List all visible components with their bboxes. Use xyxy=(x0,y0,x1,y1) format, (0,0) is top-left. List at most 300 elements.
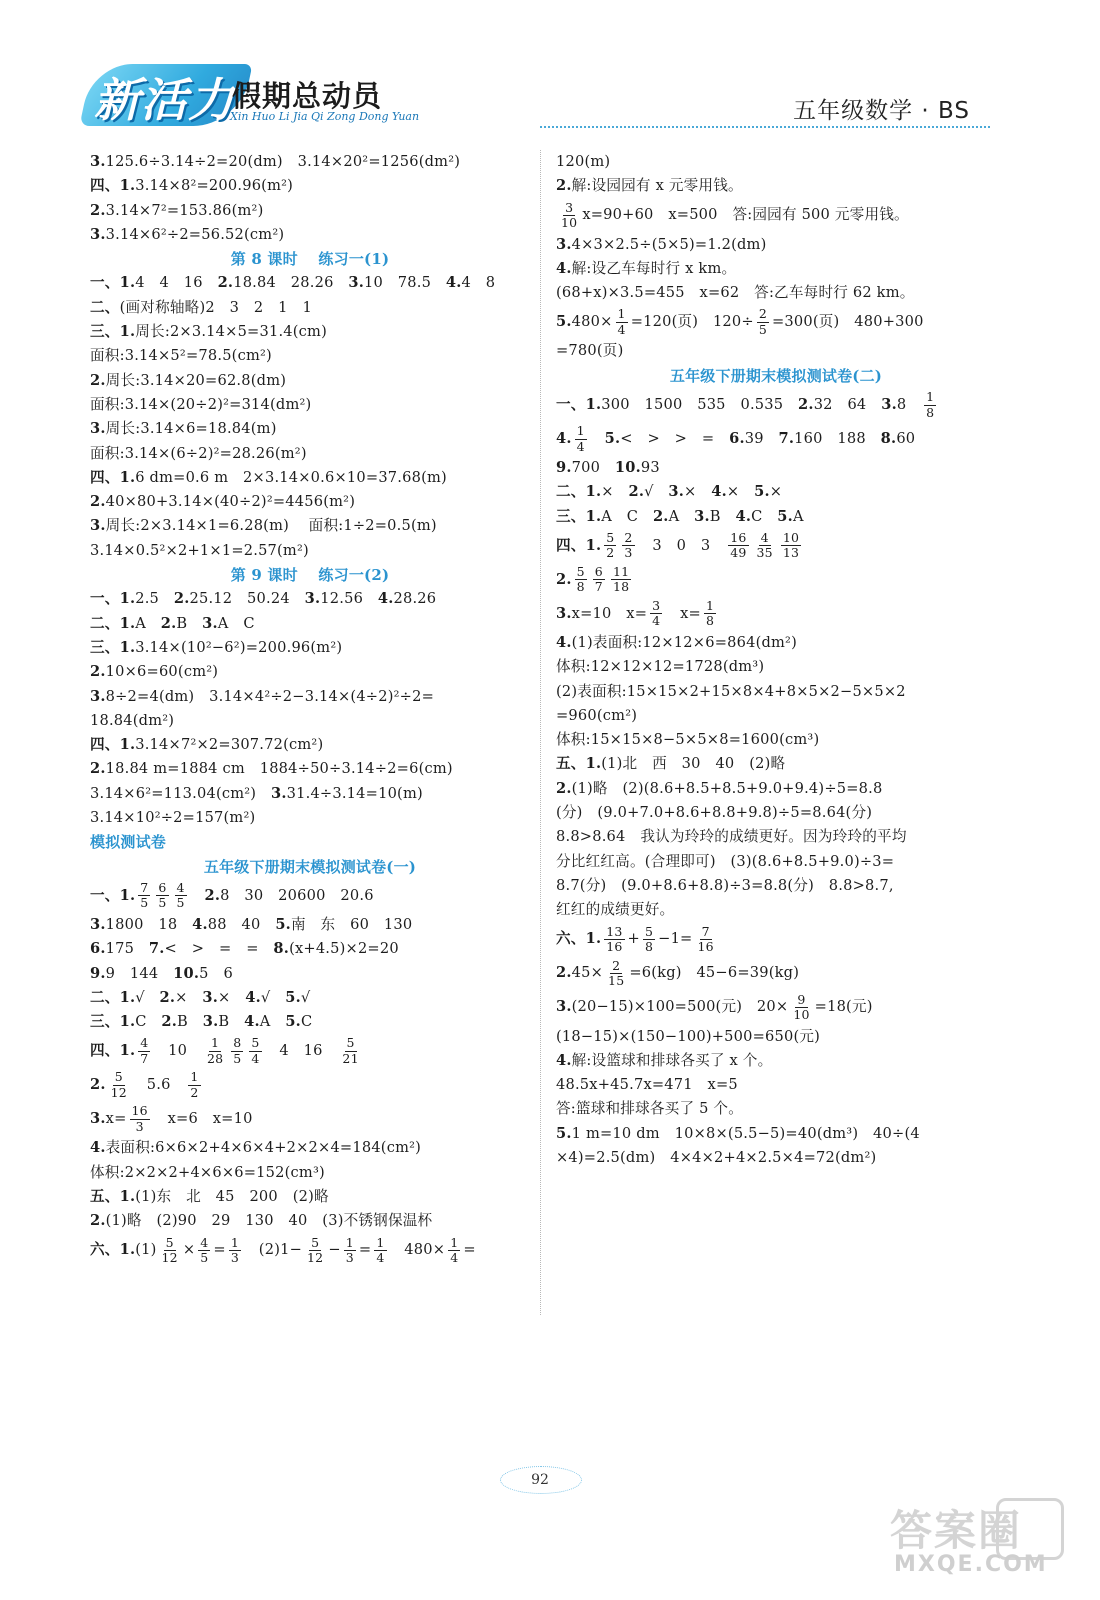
answer-text: x=10 x= xyxy=(571,604,648,622)
answer-text: × xyxy=(726,483,755,501)
answer-text: =300(页) 480+300 xyxy=(771,313,924,331)
question-number: 4. xyxy=(90,1139,106,1157)
fraction-numerator: 5 xyxy=(165,1234,174,1250)
question-number: 2. xyxy=(90,1076,106,1094)
answer-text: x= xyxy=(665,604,701,622)
question-number: 2. xyxy=(90,201,106,219)
fraction xyxy=(138,1037,150,1065)
answer-column-left xyxy=(90,150,530,1268)
answer-line xyxy=(90,296,530,320)
answer-text: 4 16 xyxy=(264,1042,338,1060)
answer-text: 8 30 20600 20.6 xyxy=(220,886,374,904)
answer-text: =6(kg) 45−6=39(kg) xyxy=(629,964,800,982)
question-number: 2. xyxy=(90,493,106,511)
question-number: 2. xyxy=(159,988,176,1006)
answer-line xyxy=(556,801,996,825)
fraction xyxy=(643,923,655,955)
answer-text xyxy=(590,427,605,451)
question-number: 4. xyxy=(244,1013,260,1031)
answer-line xyxy=(556,1097,996,1121)
fraction-numerator: 16 xyxy=(131,1103,148,1119)
answer-line xyxy=(556,563,996,597)
fraction-numerator: 5 xyxy=(644,923,654,939)
answer-text: 18.84 m=1884 cm 1884÷50÷3.14÷2=6(cm) xyxy=(105,760,453,778)
answer-text: (18−15)×(150−100)+500=650(元) xyxy=(556,1027,821,1045)
fraction-denominator: 4 xyxy=(376,1250,385,1266)
fraction-denominator: 4 xyxy=(251,1050,260,1066)
answer-text: √ xyxy=(135,988,160,1006)
answer-text: 28.26 xyxy=(393,590,437,608)
answer-text: < > > = xyxy=(620,429,730,447)
fraction-numerator: 4 xyxy=(176,879,185,895)
fraction-numerator: 10 xyxy=(782,529,800,545)
answer-text: 6 dm=0.6 m 2×3.14×0.6×10=37.68(m) xyxy=(135,468,447,486)
section-heading xyxy=(556,364,996,388)
question-number: 3. xyxy=(881,395,897,413)
answer-text: < > = = xyxy=(164,940,274,958)
answer-text: 160 188 xyxy=(794,429,881,447)
question-number: 2. xyxy=(556,964,572,982)
answer-text: 分比红红高。(合理即可) (3)(8.6+8.5+9.0)÷3= xyxy=(556,852,895,870)
question-number: 4. xyxy=(192,915,208,933)
fraction xyxy=(198,1234,210,1266)
question-number: 2. xyxy=(90,760,106,778)
fraction xyxy=(156,879,168,911)
answer-text: 3.14×7²×2=307.72(cm²) xyxy=(135,736,324,754)
answer-line xyxy=(556,150,996,174)
answer-line xyxy=(90,1185,530,1209)
answer-text: 周长:2×3.14×5=31.4(cm) xyxy=(135,323,327,341)
answer-text: 面积:3.14×5²=78.5(cm²) xyxy=(90,347,272,365)
question-number: 2. xyxy=(556,177,572,195)
question-number: 9. xyxy=(90,964,106,982)
fraction-denominator: 12 xyxy=(110,1084,127,1100)
answer-line xyxy=(556,825,996,849)
question-number: 一、1. xyxy=(90,274,136,292)
answer-line xyxy=(556,422,996,456)
fraction-denominator: 35 xyxy=(756,545,773,561)
answer-text: 第 9 课时 练习一(2) xyxy=(230,566,390,585)
answer-text: 红红的成绩更好。 xyxy=(556,901,675,919)
answer-text: (2)表面积:15×15×2+15×8×4+8×5×2−5×5×2 xyxy=(556,682,906,700)
answer-text: A C xyxy=(601,507,653,525)
answer-text: 3.14×7²=153.86(m²) xyxy=(105,201,264,219)
question-number: 一、1. xyxy=(90,590,136,608)
answer-text: 4 4 16 xyxy=(135,274,218,292)
fraction-denominator: 3 xyxy=(135,1118,144,1134)
answer-text: C xyxy=(135,1013,162,1031)
question-number: 2. xyxy=(556,570,572,588)
section-heading xyxy=(90,247,530,271)
answer-text: √ xyxy=(260,988,286,1006)
answer-text: 周长:3.14×6=18.84(m) xyxy=(105,420,277,438)
fraction-denominator: 5 xyxy=(758,321,767,337)
answer-line xyxy=(90,806,530,830)
answer-text: 32 64 xyxy=(813,395,882,413)
answer-line xyxy=(90,1234,530,1268)
answer-line xyxy=(556,1049,996,1073)
question-number: 5. xyxy=(285,988,301,1006)
watermark-logo-text: 答案圈 xyxy=(890,1506,1023,1555)
fraction-denominator: 7 xyxy=(140,1050,149,1066)
fraction-denominator: 4 xyxy=(652,613,661,629)
question-number: 四、1. xyxy=(90,736,136,754)
fraction-numerator: 9 xyxy=(797,991,806,1007)
answer-line xyxy=(90,466,530,490)
question-number: 4. xyxy=(445,274,462,292)
question-number: 三、1. xyxy=(90,1013,136,1031)
answer-line xyxy=(90,587,530,611)
fraction xyxy=(606,957,626,989)
fraction xyxy=(791,991,811,1023)
fraction-numerator: 5 xyxy=(576,563,585,579)
question-number: 三、1. xyxy=(556,507,602,525)
answer-line xyxy=(90,393,530,417)
answer-text: B xyxy=(176,614,203,632)
fraction xyxy=(249,1037,261,1065)
question-number: 5. xyxy=(556,1124,572,1142)
answer-text: 31.4÷3.14=10(m) xyxy=(286,784,423,802)
fraction-numerator: 4 xyxy=(140,1035,149,1051)
question-number: 二、1. xyxy=(90,614,136,632)
answer-text: × xyxy=(769,483,783,501)
answer-text: 3.14×8²=200.96(m²) xyxy=(135,177,294,195)
answer-line xyxy=(90,709,530,733)
answer-text: 45× xyxy=(571,964,604,982)
answer-line xyxy=(556,529,996,563)
question-number: 四、1. xyxy=(90,1042,136,1060)
fraction-denominator: 5 xyxy=(140,895,149,911)
answer-text: 120(m) xyxy=(556,153,611,170)
answer-text: 25.12 50.24 xyxy=(189,590,305,608)
fraction xyxy=(604,529,616,561)
question-number: 二、1. xyxy=(556,483,602,501)
answer-text: =960(cm²) xyxy=(556,706,638,724)
fraction-denominator: 4 xyxy=(617,321,626,337)
fraction-denominator: 16 xyxy=(697,939,714,955)
fraction-numerator: 5 xyxy=(251,1035,260,1051)
question-number: 5. xyxy=(556,313,572,331)
answer-text: 面积:3.14×(6÷2)²=28.26(m²) xyxy=(90,444,307,462)
answer-line xyxy=(556,728,996,752)
question-number: 2. xyxy=(90,1212,106,1230)
answer-text: √ xyxy=(644,483,669,501)
fraction-denominator: 4 xyxy=(576,438,585,454)
question-number: 9. xyxy=(556,459,572,477)
answer-text: 480× xyxy=(389,1241,446,1259)
fraction-numerator: 16 xyxy=(730,529,747,545)
answer-text: 五年级下册期末模拟测试卷(二) xyxy=(669,366,883,385)
question-number: 4. xyxy=(556,633,572,651)
fraction xyxy=(611,563,631,595)
fraction xyxy=(448,1234,460,1266)
answer-text: 1800 18 xyxy=(105,915,193,933)
section-heading xyxy=(90,563,530,587)
fraction-denominator: 8 xyxy=(705,613,715,629)
question-number: 5. xyxy=(754,483,770,501)
answer-line xyxy=(556,1122,996,1146)
fraction-denominator: 10 xyxy=(793,1007,810,1023)
answer-text: 10×6=60(cm²) xyxy=(105,663,219,681)
question-number: 2. xyxy=(90,371,106,389)
answer-text: 面积:3.14×(20÷2)²=314(dm²) xyxy=(90,395,312,413)
answer-line xyxy=(556,752,996,776)
answer-text: × xyxy=(684,483,712,501)
answer-text: 解:设篮球和排球各买了 x 个。 xyxy=(571,1051,773,1069)
answer-text: 18.84(dm²) xyxy=(90,711,175,729)
fraction xyxy=(695,923,715,955)
logo-pinyin-text: Xin Huo Li Jia Qi Zong Dong Yuan xyxy=(230,110,420,123)
answer-line xyxy=(90,1102,530,1136)
answer-text: × xyxy=(182,1241,196,1259)
answer-line xyxy=(90,369,530,393)
answer-text: 175 xyxy=(105,940,149,958)
answer-text: B xyxy=(177,1013,203,1031)
fraction-denominator: 3 xyxy=(345,1250,354,1266)
answer-text: 表面积:6×6×2+4×6×4+2×2×4=184(cm²) xyxy=(105,1139,422,1157)
answer-text: 48.5x+45.7x=471 x=5 xyxy=(556,1076,738,1094)
answer-line xyxy=(90,986,530,1010)
answer-text: 8.7(分) (9.0+8.6+8.8)÷3=8.8(分) 8.8>8.7, xyxy=(556,876,894,894)
fraction-denominator: 5 xyxy=(158,895,167,911)
fraction xyxy=(728,529,748,561)
fraction xyxy=(175,879,187,911)
answer-text: 93 xyxy=(640,459,660,477)
fraction-denominator: 10 xyxy=(561,215,578,231)
answer-line xyxy=(90,442,530,466)
answer-line xyxy=(90,344,530,368)
answer-line xyxy=(90,685,530,709)
answer-line xyxy=(556,257,996,281)
answer-line xyxy=(90,937,530,961)
answer-text: B xyxy=(709,507,736,525)
fraction-denominator: 2 xyxy=(606,545,615,561)
question-number: 四、1. xyxy=(556,536,602,554)
answer-text: 3.14×6²=113.04(cm²) xyxy=(90,784,271,802)
fraction-numerator: 7 xyxy=(140,879,149,895)
answer-line xyxy=(90,757,530,781)
answer-text: ×4)=2.5(dm) 4×4×2+4×2.5×4=72(dm²) xyxy=(556,1149,877,1167)
question-number: 6. xyxy=(729,429,745,447)
answer-text: 8.8>8.64 我认为玲玲的成绩更好。因为玲玲的平均 xyxy=(556,828,907,846)
answer-line xyxy=(556,388,996,422)
answer-text: 解:设园园有 x 元零用钱。 xyxy=(571,177,743,195)
fraction-numerator: 5 xyxy=(311,1234,320,1250)
answer-line xyxy=(90,417,530,441)
page-number-badge xyxy=(490,1462,590,1498)
answer-text: √ xyxy=(300,988,311,1006)
question-number: 2. xyxy=(173,590,190,608)
fraction-numerator: 1 xyxy=(705,597,715,613)
book-title: 五年级数学 · BS xyxy=(793,98,970,124)
fraction-numerator: 4 xyxy=(760,529,769,545)
answer-text: 125.6÷3.14÷2=20(dm) 3.14×20²=1256(dm²) xyxy=(105,153,461,170)
fraction-denominator: 5 xyxy=(176,895,185,911)
fraction xyxy=(757,308,769,336)
question-number: 3. xyxy=(202,988,219,1006)
answer-text: A xyxy=(792,507,804,525)
answer-line xyxy=(556,923,996,957)
fraction-numerator: 1 xyxy=(190,1069,199,1085)
answer-line xyxy=(90,490,530,514)
question-number: 2. xyxy=(628,483,645,501)
fraction-numerator: 5 xyxy=(114,1069,123,1085)
question-number: 6. xyxy=(90,940,106,958)
question-number: 3. xyxy=(90,153,106,170)
answer-text: A xyxy=(259,1013,286,1031)
answer-line xyxy=(556,305,996,339)
fraction-numerator: 1 xyxy=(926,389,935,405)
question-number: 5. xyxy=(275,915,291,933)
answer-line xyxy=(556,655,996,679)
fraction xyxy=(231,1037,243,1065)
answer-line xyxy=(90,636,530,660)
fraction xyxy=(604,923,624,955)
answer-text: 700 xyxy=(571,459,615,477)
answer-text: 40×80+3.14×(40÷2)²=4456(m²) xyxy=(105,493,356,511)
fraction-denominator: 4 xyxy=(450,1250,459,1266)
fraction-denominator: 12 xyxy=(161,1250,178,1266)
fraction-numerator: 2 xyxy=(612,957,621,973)
question-number: 5. xyxy=(777,507,793,525)
answer-text: (分) (9.0+7.0+8.6+8.8+9.8)÷5=8.64(分) xyxy=(556,804,873,822)
fraction-numerator: 8 xyxy=(233,1035,242,1051)
question-number: 4. xyxy=(556,259,572,277)
answer-text: 18.84 28.26 xyxy=(233,274,349,292)
fraction-numerator: 1 xyxy=(617,306,626,322)
answer-text: x=6 x=10 xyxy=(152,1110,253,1128)
answer-text: × xyxy=(218,988,246,1006)
question-number: 二、1. xyxy=(90,988,136,1006)
answer-text: (1) xyxy=(135,1241,157,1259)
answer-text: (20−15)×100=500(元) 20× xyxy=(571,998,789,1016)
answer-line xyxy=(90,733,530,757)
question-number: 六、1. xyxy=(90,1241,136,1259)
answer-line xyxy=(90,660,530,684)
site-watermark xyxy=(884,1498,1064,1582)
answer-line xyxy=(556,456,996,480)
answer-text: 3 0 3 xyxy=(637,536,726,554)
fraction xyxy=(575,425,587,453)
fraction-denominator: 3 xyxy=(230,1250,240,1266)
fraction xyxy=(924,391,936,419)
question-number: 四、1. xyxy=(90,468,136,486)
answer-text: 体积:12×12×12=1728(dm³) xyxy=(556,658,765,676)
answer-text: 第 8 课时 练习一(1) xyxy=(230,250,390,269)
question-number: 3. xyxy=(90,225,106,243)
fraction-denominator: 13 xyxy=(782,545,800,561)
logo-main-text: 新活力 xyxy=(94,73,235,127)
question-number: 六、1. xyxy=(556,930,602,948)
answer-text: 3.14×0.5²×2+1×1=2.57(m²) xyxy=(90,541,309,559)
question-number: 4. xyxy=(711,483,727,501)
answer-line xyxy=(556,991,996,1025)
question-number: 3. xyxy=(556,235,572,253)
answer-column-right xyxy=(556,150,996,1170)
answer-text: (1)略 (2)(8.6+8.5+8.5+9.0+9.4)÷5=8.8 xyxy=(571,779,883,797)
question-number: 3. xyxy=(556,998,572,1016)
header-divider xyxy=(540,126,990,128)
answer-line xyxy=(90,1068,530,1102)
question-number: 3. xyxy=(694,507,710,525)
fraction xyxy=(188,1071,200,1099)
answer-text: (1)表面积:12×12×6=864(dm²) xyxy=(571,633,797,651)
fraction-numerator: 1 xyxy=(211,1035,220,1051)
fraction-numerator: 6 xyxy=(594,563,603,579)
fraction xyxy=(593,563,605,595)
answer-line xyxy=(90,539,530,563)
answer-line xyxy=(90,320,530,344)
question-number: 三、1. xyxy=(90,323,136,341)
answer-text: × xyxy=(601,483,629,501)
fraction-numerator: 5 xyxy=(606,529,615,545)
question-number: 3. xyxy=(90,915,106,933)
answer-text: =780(页) xyxy=(556,342,624,360)
question-number: 4. xyxy=(556,429,572,447)
answer-text: 解:设乙车每时行 x km。 xyxy=(571,259,737,277)
answer-text: 1 m=10 dm 10×8×(5.5−5)=40(dm³) 40÷(4 xyxy=(571,1124,920,1142)
question-number: 4. xyxy=(556,1051,572,1069)
answer-text: C xyxy=(300,1013,313,1031)
fraction xyxy=(781,529,801,561)
answer-line xyxy=(90,1136,530,1160)
answer-text: 39 xyxy=(744,429,779,447)
answer-line xyxy=(556,1073,996,1097)
fraction-numerator: 4 xyxy=(200,1234,209,1250)
question-number: 2. xyxy=(90,663,106,681)
answer-text: =18(元) xyxy=(814,998,873,1016)
question-number: 一、1. xyxy=(90,886,136,904)
question-number: 3. xyxy=(348,274,364,292)
question-number: 三、1. xyxy=(90,638,136,656)
fraction xyxy=(559,199,579,231)
fraction-denominator: 8 xyxy=(576,579,585,595)
answer-line xyxy=(556,505,996,529)
fraction-numerator: 1 xyxy=(450,1234,459,1250)
question-number: 2. xyxy=(217,274,234,292)
answer-line xyxy=(556,777,996,801)
fraction xyxy=(160,1234,180,1266)
answer-line xyxy=(556,174,996,198)
answer-text: 答:篮球和排球各买了 5 个。 xyxy=(556,1100,744,1118)
answer-text: A xyxy=(668,507,695,525)
question-number: 2. xyxy=(652,507,669,525)
answer-text: 8÷2=4(dm) 3.14×4²÷2−3.14×(4÷2)²÷2= xyxy=(105,687,435,705)
fraction xyxy=(755,529,775,561)
answer-text: 5 6 xyxy=(199,964,233,982)
answer-text: C xyxy=(751,507,778,525)
column-divider xyxy=(540,150,541,1315)
question-number: 2. xyxy=(556,779,572,797)
answer-line xyxy=(90,174,530,198)
answer-text: (1)北 西 30 40 (2)略 xyxy=(601,755,786,773)
question-number: 10. xyxy=(614,459,641,477)
answer-text: 10 78.5 xyxy=(364,274,446,292)
fraction xyxy=(340,1037,360,1065)
question-number: 2. xyxy=(798,395,814,413)
answer-text: (1)略 (2)90 29 130 40 (3)不锈钢保温杯 xyxy=(105,1212,433,1230)
answer-line xyxy=(90,1010,530,1034)
answer-text: A C xyxy=(217,614,255,632)
answer-line xyxy=(556,597,996,631)
fraction-numerator: 11 xyxy=(612,563,630,579)
answer-line xyxy=(90,199,530,223)
fraction-numerator: 13 xyxy=(606,923,623,939)
answer-text: x=90+60 x=500 答:园园有 500 元零用钱。 xyxy=(582,206,909,224)
question-number: 8. xyxy=(273,940,290,958)
fraction xyxy=(622,529,634,561)
answer-text: 60 xyxy=(896,429,916,447)
